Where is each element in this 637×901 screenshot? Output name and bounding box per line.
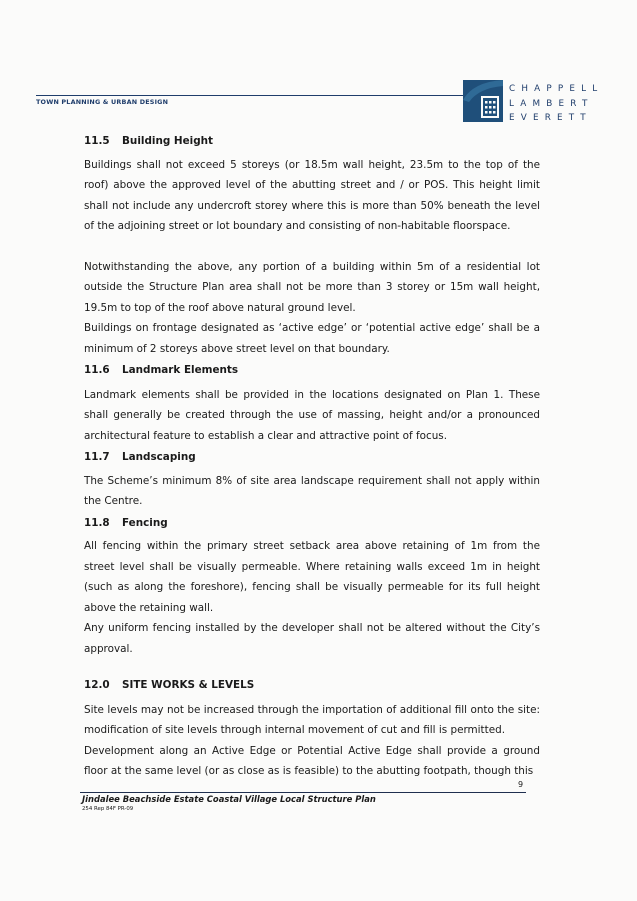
document-body	[84, 131, 540, 782]
wordmark-line-2: LAMBERT	[509, 98, 594, 109]
paragraph: Development along an Active Edge or Potential Active Edge shall provide a ground floor at the same level (or as close as is feasible) to the abutting footpath, though this	[84, 744, 540, 777]
section-title: Landscaping	[122, 451, 196, 463]
section-12-0	[84, 675, 540, 782]
section-11-6	[84, 360, 540, 446]
header-label: TOWN PLANNING & URBAN DESIGN	[36, 98, 169, 106]
section-title: Fencing	[122, 516, 168, 529]
section-heading	[84, 675, 540, 696]
section-title: SITE WORKS & LEVELS	[122, 679, 255, 691]
paragraph: Site levels may not be increased through the importation of additional fill onto the site: modification of site levels through internal movement of cut and fill is permitted.	[84, 703, 540, 736]
section-11-5	[84, 131, 540, 359]
page-number: 9	[518, 780, 524, 789]
paragraph: Landmark elements shall be provided in the locations designated on Plan 1. These shall generally be created through the use of massing, height and/or a pronounced architectural feature to establish a clear and attractive point of focus.	[84, 388, 540, 442]
section-heading	[84, 513, 540, 534]
section-number: 11.8	[84, 516, 110, 529]
section-11-8	[84, 513, 540, 660]
company-logo	[463, 80, 503, 122]
section-title: Landmark Elements	[122, 364, 239, 376]
section-heading	[84, 131, 540, 152]
company-wordmark	[509, 82, 603, 126]
footer-rule	[80, 792, 526, 793]
paragraph: The Scheme’s minimum 8% of site area landscape requirement shall not apply within the Centre.	[84, 474, 540, 507]
paragraph: All fencing within the primary street setback area above retaining of 1m from the street level shall be visually permeable. Where retaining walls exceed 1m in height (such as along the foreshore), fencing shall be visually permeable for its full height above the retaining wall.	[84, 540, 540, 614]
section-number: 11.6	[84, 364, 110, 376]
paragraph: Any uniform fencing installed by the developer shall not be altered without the City’s approval.	[84, 622, 540, 655]
paragraph: Notwithstanding the above, any portion of a building within 5m of a residential lot outside the Structure Plan area shall not be more than 3 storey or 15m wall height, 19.5m to top of the roof above natural ground level.	[84, 260, 540, 314]
section-number: 12.0	[84, 679, 110, 691]
section-heading	[84, 447, 540, 468]
section-title: Building Height	[122, 135, 213, 147]
section-11-7	[84, 447, 540, 512]
header-rule	[36, 95, 464, 96]
section-number: 11.7	[84, 451, 110, 463]
section-number: 11.5	[84, 135, 110, 147]
wordmark-line-1: CHAPPELL	[509, 84, 604, 94]
paragraph: Buildings on frontage designated as ‘active edge’ or ‘potential active edge’ shall be a minimum of 2 storeys above street level on that boundary.	[84, 322, 540, 355]
paragraph: Buildings shall not exceed 5 storeys (or 18.5m wall height, 23.5m to the top of the roof) above the approved level of the abutting street and / or POS. This height limit shall not include any undercroft storey where this is more than 50% beneath the level of the adjoining street or lot boundary and consisting of non-habitable floorspace.	[84, 158, 540, 232]
section-heading	[84, 360, 540, 381]
footer-reference: 254 Rep 84F PR-09	[82, 806, 134, 812]
footer-title: Jindalee Beachside Estate Coastal Village Local Structure Plan	[82, 794, 376, 804]
wordmark-line-3: EVERETT	[509, 113, 592, 123]
